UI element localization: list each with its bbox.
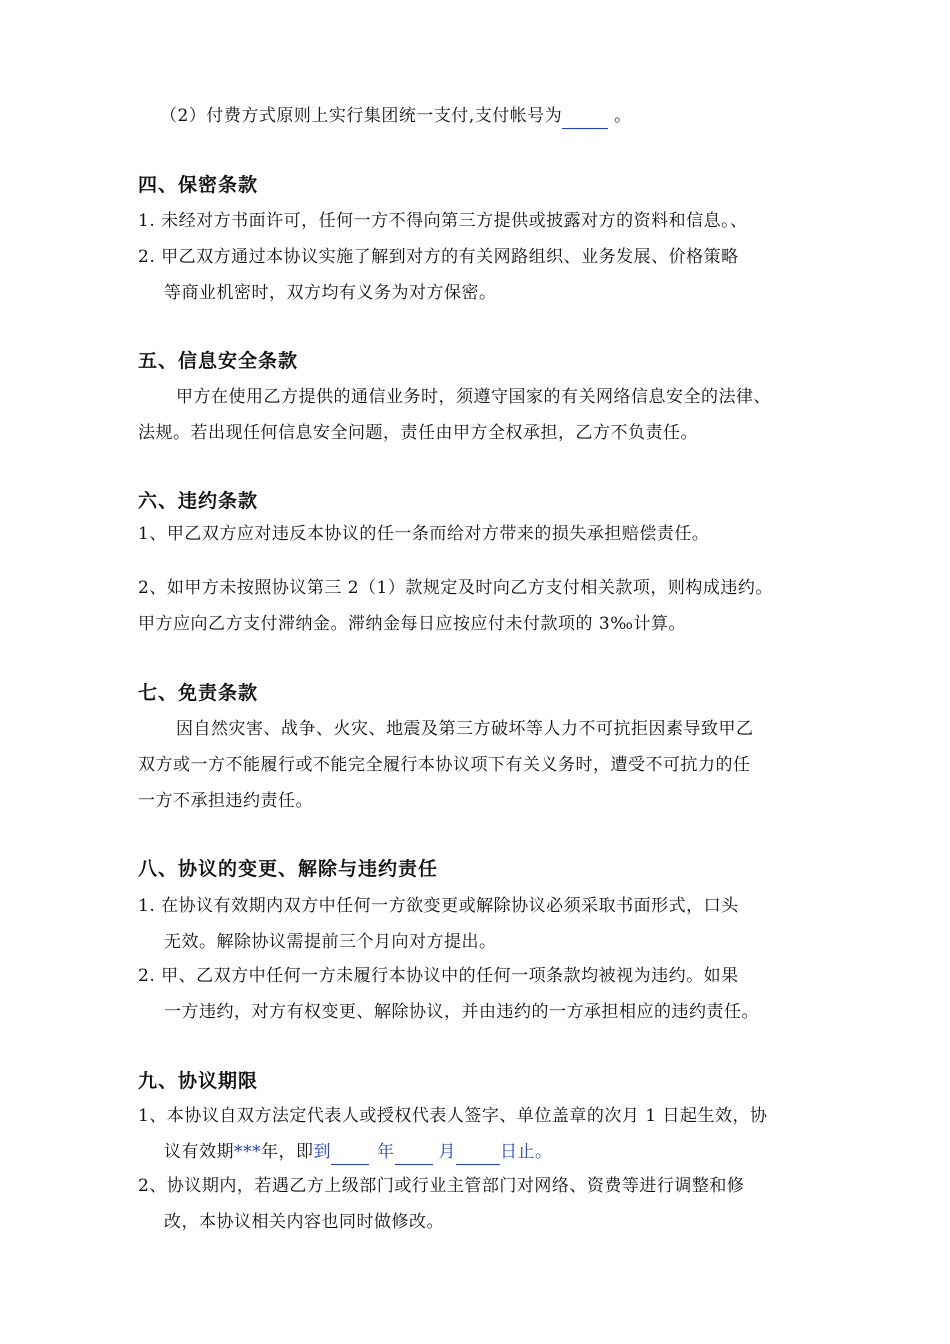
confidentiality-clause-2-cont: 等商业机密时，双方均有义务为对方保密。	[164, 283, 497, 303]
change-clause-2-cont: 一方违约，对方有权变更、解除协议，并由违约的一方承担相应的违约责任。	[164, 1002, 759, 1022]
exemption-paragraph-cont-2: 一方不承担违约责任。	[138, 791, 313, 811]
confidentiality-clause-2: 2. 甲乙双方通过本协议实施了解到对方的有关网路组织、业务发展、价格策略	[138, 247, 739, 267]
info-security-paragraph-cont: 法规。若出现任何信息安全问题，责任由甲方全权承担，乙方不负责任。	[138, 423, 698, 443]
breach-clause-2-cont: 甲方应向乙方支付滞纳金。滞纳金每日应按应付未付款项的 3‰计算。	[138, 614, 687, 634]
payment-method-line	[160, 104, 632, 129]
section-exemption-title: 七、免责条款	[138, 682, 259, 704]
term-to-label: 到	[313, 1142, 331, 1162]
term-year-label: 年	[377, 1142, 395, 1162]
term-clause-2: 2、协议期内，若遇乙方上级部门或行业主管部门对网络、资费等进行调整和修	[138, 1176, 745, 1196]
term-clause-2-cont: 改，本协议相关内容也同时做修改。	[164, 1212, 444, 1232]
info-security-paragraph: 甲方在使用乙方提供的通信业务时，须遵守国家的有关网络信息安全的法律、	[176, 387, 771, 407]
exemption-paragraph-cont-1: 双方或一方不能履行或不能完全履行本协议项下有关义务时，遭受不可抗力的任	[138, 755, 751, 775]
term-clause-1-cont	[164, 1140, 553, 1165]
section-breach-title: 六、违约条款	[138, 490, 259, 512]
section-term-title: 九、协议期限	[138, 1070, 259, 1092]
payment-method-end: 。	[608, 106, 632, 126]
term-clause-1: 1、本协议自双方法定代表人或授权代表人签字、单位盖章的次月 1 日起生效，协	[138, 1106, 768, 1126]
section-confidentiality-title: 四、保密条款	[138, 174, 259, 196]
section-info-security-title: 五、信息安全条款	[138, 350, 299, 372]
term-years-suffix: 年，即	[261, 1142, 314, 1162]
term-day-blank	[456, 1140, 500, 1165]
term-end-label: 日止。	[500, 1142, 553, 1162]
payment-method-text: （2）付费方式原则上实行集团统一支付,支付帐号为	[160, 106, 563, 126]
section-change-termination-title: 八、协议的变更、解除与违约责任	[138, 858, 439, 880]
term-month-label: 月	[438, 1142, 456, 1162]
change-clause-1-cont: 无效。解除协议需提前三个月向对方提出。	[164, 932, 497, 952]
term-years-placeholder: ***	[234, 1142, 261, 1162]
change-clause-1: 1. 在协议有效期内双方中任何一方欲变更或解除协议必须采取书面形式，口头	[138, 896, 739, 916]
exemption-paragraph: 因自然灾害、战争、火灾、地震及第三方破坏等人力不可抗拒因素导致甲乙	[176, 719, 754, 739]
confidentiality-clause-1: 1. 未经对方书面许可，任何一方不得向第三方提供或披露对方的资料和信息。、	[138, 211, 748, 231]
term-validity-label: 议有效期	[164, 1142, 234, 1162]
change-clause-2: 2. 甲、乙双方中任何一方未履行本协议中的任何一项条款均被视为违约。如果	[138, 966, 739, 986]
term-year-blank	[331, 1140, 369, 1165]
breach-clause-2: 2、如甲方未按照协议第三 2（1）款规定及时向乙方支付相关款项，则构成违约。	[138, 578, 773, 598]
breach-clause-1: 1、甲乙双方应对违反本协议的任一条而给对方带来的损失承担赔偿责任。	[138, 524, 710, 544]
account-number-blank	[562, 104, 608, 129]
term-month-blank	[395, 1140, 433, 1165]
